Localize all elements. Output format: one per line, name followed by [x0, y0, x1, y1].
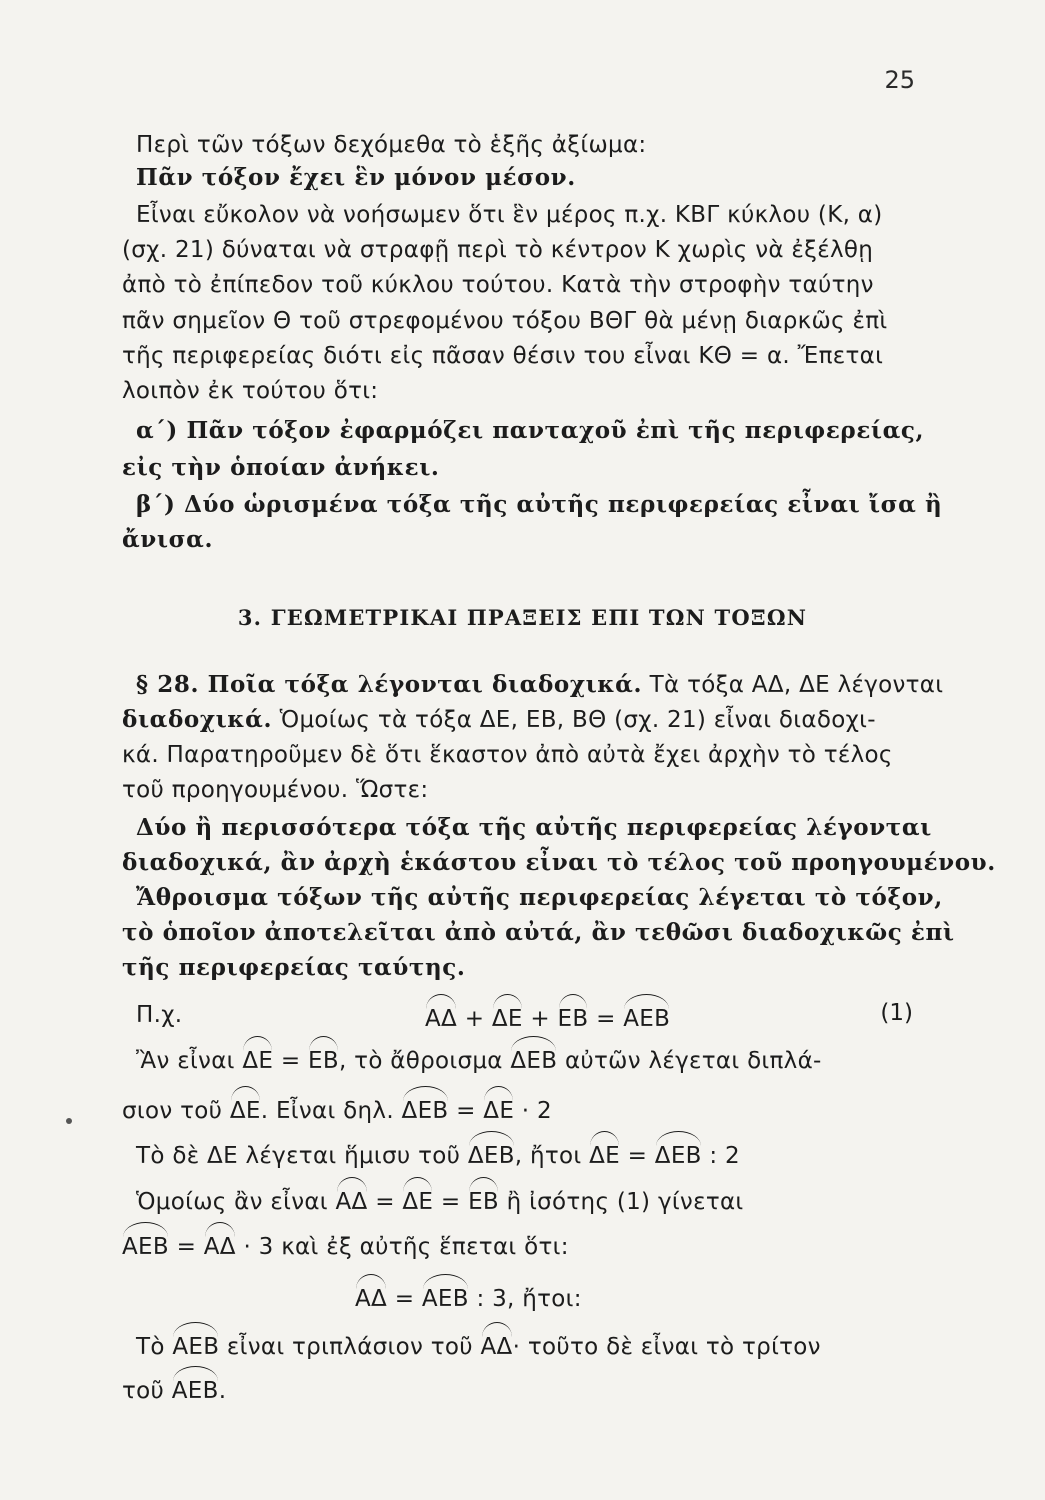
text-line-27: ΑΕΒ = ΑΔ · 3 καὶ ἐξ αὐτῆς ἕπεται ὅτι: [122, 1228, 912, 1262]
corollary-a-line-1: α΄) Πᾶν τόξον ἐφαρμόζει πανταχοῦ ἐπὶ τῆς περιφερείας, [136, 417, 925, 444]
text-line-3: Εἶναι εὔκολον νὰ νοήσωμεν ὅτι ἓν μέρος π.χ. ΚΒΓ κύκλου (Κ, α) [136, 202, 883, 228]
example-label: Π.χ. [136, 1002, 183, 1028]
text-line-1: Περὶ τῶν τόξων δεχόμεθα τὸ ἑξῆς ἀξίωμα: [136, 132, 647, 158]
sum-definition-line-2: τὸ ὁποῖον ἀποτελεῖται ἀπὸ αὐτά, ἂν τεθῶσι διαδοχικῶς ἐπὶ [122, 919, 955, 946]
text-line-23: Ἂν εἶναι ΔΕ = ΕΒ, τὸ ἄθροισμα ΔΕΒ αὐτῶν λέγεται διπλά- [136, 1042, 926, 1076]
text-line-7: τῆς περιφερείας διότι εἰς πᾶσαν θέσιν του εἶναι ΚΘ = α. Ἔπεται [122, 343, 884, 369]
text-line-8: λοιπὸν ἐκ τούτου ὅτι: [122, 378, 379, 404]
section-heading: 3. ΓΕΩΜΕΤΡΙΚΑΙ ΠΡΑΞΕΙΣ ΕΠΙ ΤΩΝ ΤΟΞΩΝ [237, 605, 808, 630]
text-line-5: ἀπὸ τὸ ἐπίπεδον τοῦ κύκλου τούτου. Κατὰ τὴν στροφὴν ταύτην [122, 272, 874, 298]
text-line-16: τοῦ προηγουμένου. Ὥστε: [122, 777, 429, 803]
corollary-b-line-1: β΄) Δύο ὡρισμένα τόξα τῆς αὐτῆς περιφερείας εἶναι ἴσα ἢ [136, 491, 943, 518]
corollary-b-line-2: ἄνισα. [122, 526, 214, 553]
definition-line-2: διαδοχικά, ἂν ἀρχὴ ἑκάστου εἶναι τὸ τέλος τοῦ προηγουμένου. [122, 849, 996, 876]
equation-1: ΑΔ + ΔΕ + ΕΒ = ΑΕΒ [425, 1000, 1045, 1034]
text-line-26: Ὁμοίως ἂν εἶναι ΑΔ = ΔΕ = ΕΒ ἢ ἰσότης (1) γίνεται [136, 1183, 926, 1217]
page-number: 25 [884, 66, 915, 94]
equation-2: ΑΔ = ΑΕΒ : 3, ἤτοι: [355, 1280, 1045, 1314]
text-line-30: τοῦ ΑΕΒ. [122, 1372, 912, 1406]
text-line-25: Τὸ δὲ ΔΕ λέγεται ἥμισυ τοῦ ΔΕΒ, ἤτοι ΔΕ = ΔΕΒ : 2 [136, 1137, 926, 1171]
text-line-29: Τὸ ΑΕΒ εἶναι τριπλάσιον τοῦ ΑΔ· τοῦτο δὲ εἶναι τὸ τρίτον [136, 1328, 926, 1362]
text-line-15: κά. Παρατηροῦμεν δὲ ὅτι ἕκαστον ἀπὸ αὐτὰ ἔχει ἀρχὴν τὸ τέλος [122, 742, 893, 768]
axiom-text: Πᾶν τόξον ἔχει ἓν μόνον μέσον. [136, 164, 576, 191]
text-line-24: σιον τοῦ ΔΕ. Εἶναι δηλ. ΔΕΒ = ΔΕ · 2 [122, 1092, 912, 1126]
margin-mark [66, 1118, 72, 1124]
sum-definition-line-3: τῆς περιφερείας ταύτης. [122, 954, 466, 981]
equation-number: (1) [880, 1000, 913, 1026]
sum-definition-line-1: Ἄθροισμα τόξων τῆς αὐτῆς περιφερείας λέγεται τὸ τόξον, [136, 884, 943, 911]
text-line-4: (σχ. 21) δύναται νὰ στραφῇ περὶ τὸ κέντρον Κ χωρὶς νὰ ἐξέλθῃ [122, 237, 874, 263]
text-line-6: πᾶν σημεῖον Θ τοῦ στρεφομένου τόξου ΒΘΓ θὰ μένῃ διαρκῶς ἐπὶ [122, 308, 888, 334]
paragraph-28-line-2: διαδοχικά. Ὁμοίως τὰ τόξα ΔΕ, ΕΒ, ΒΘ (σχ. 21) εἶναι διαδοχι- [122, 706, 876, 733]
paragraph-28-line-1: § 28. Ποῖα τόξα λέγονται διαδοχικά. Τὰ τόξα ΑΔ, ΔΕ λέγονται [136, 671, 944, 698]
corollary-a-line-2: εἰς τὴν ὁποίαν ἀνήκει. [122, 454, 440, 481]
definition-line-1: Δύο ἢ περισσότερα τόξα τῆς αὐτῆς περιφερείας λέγονται [136, 814, 932, 841]
paragraph-28-title: § 28. Ποῖα τόξα λέγονται διαδοχικά. [136, 671, 643, 698]
